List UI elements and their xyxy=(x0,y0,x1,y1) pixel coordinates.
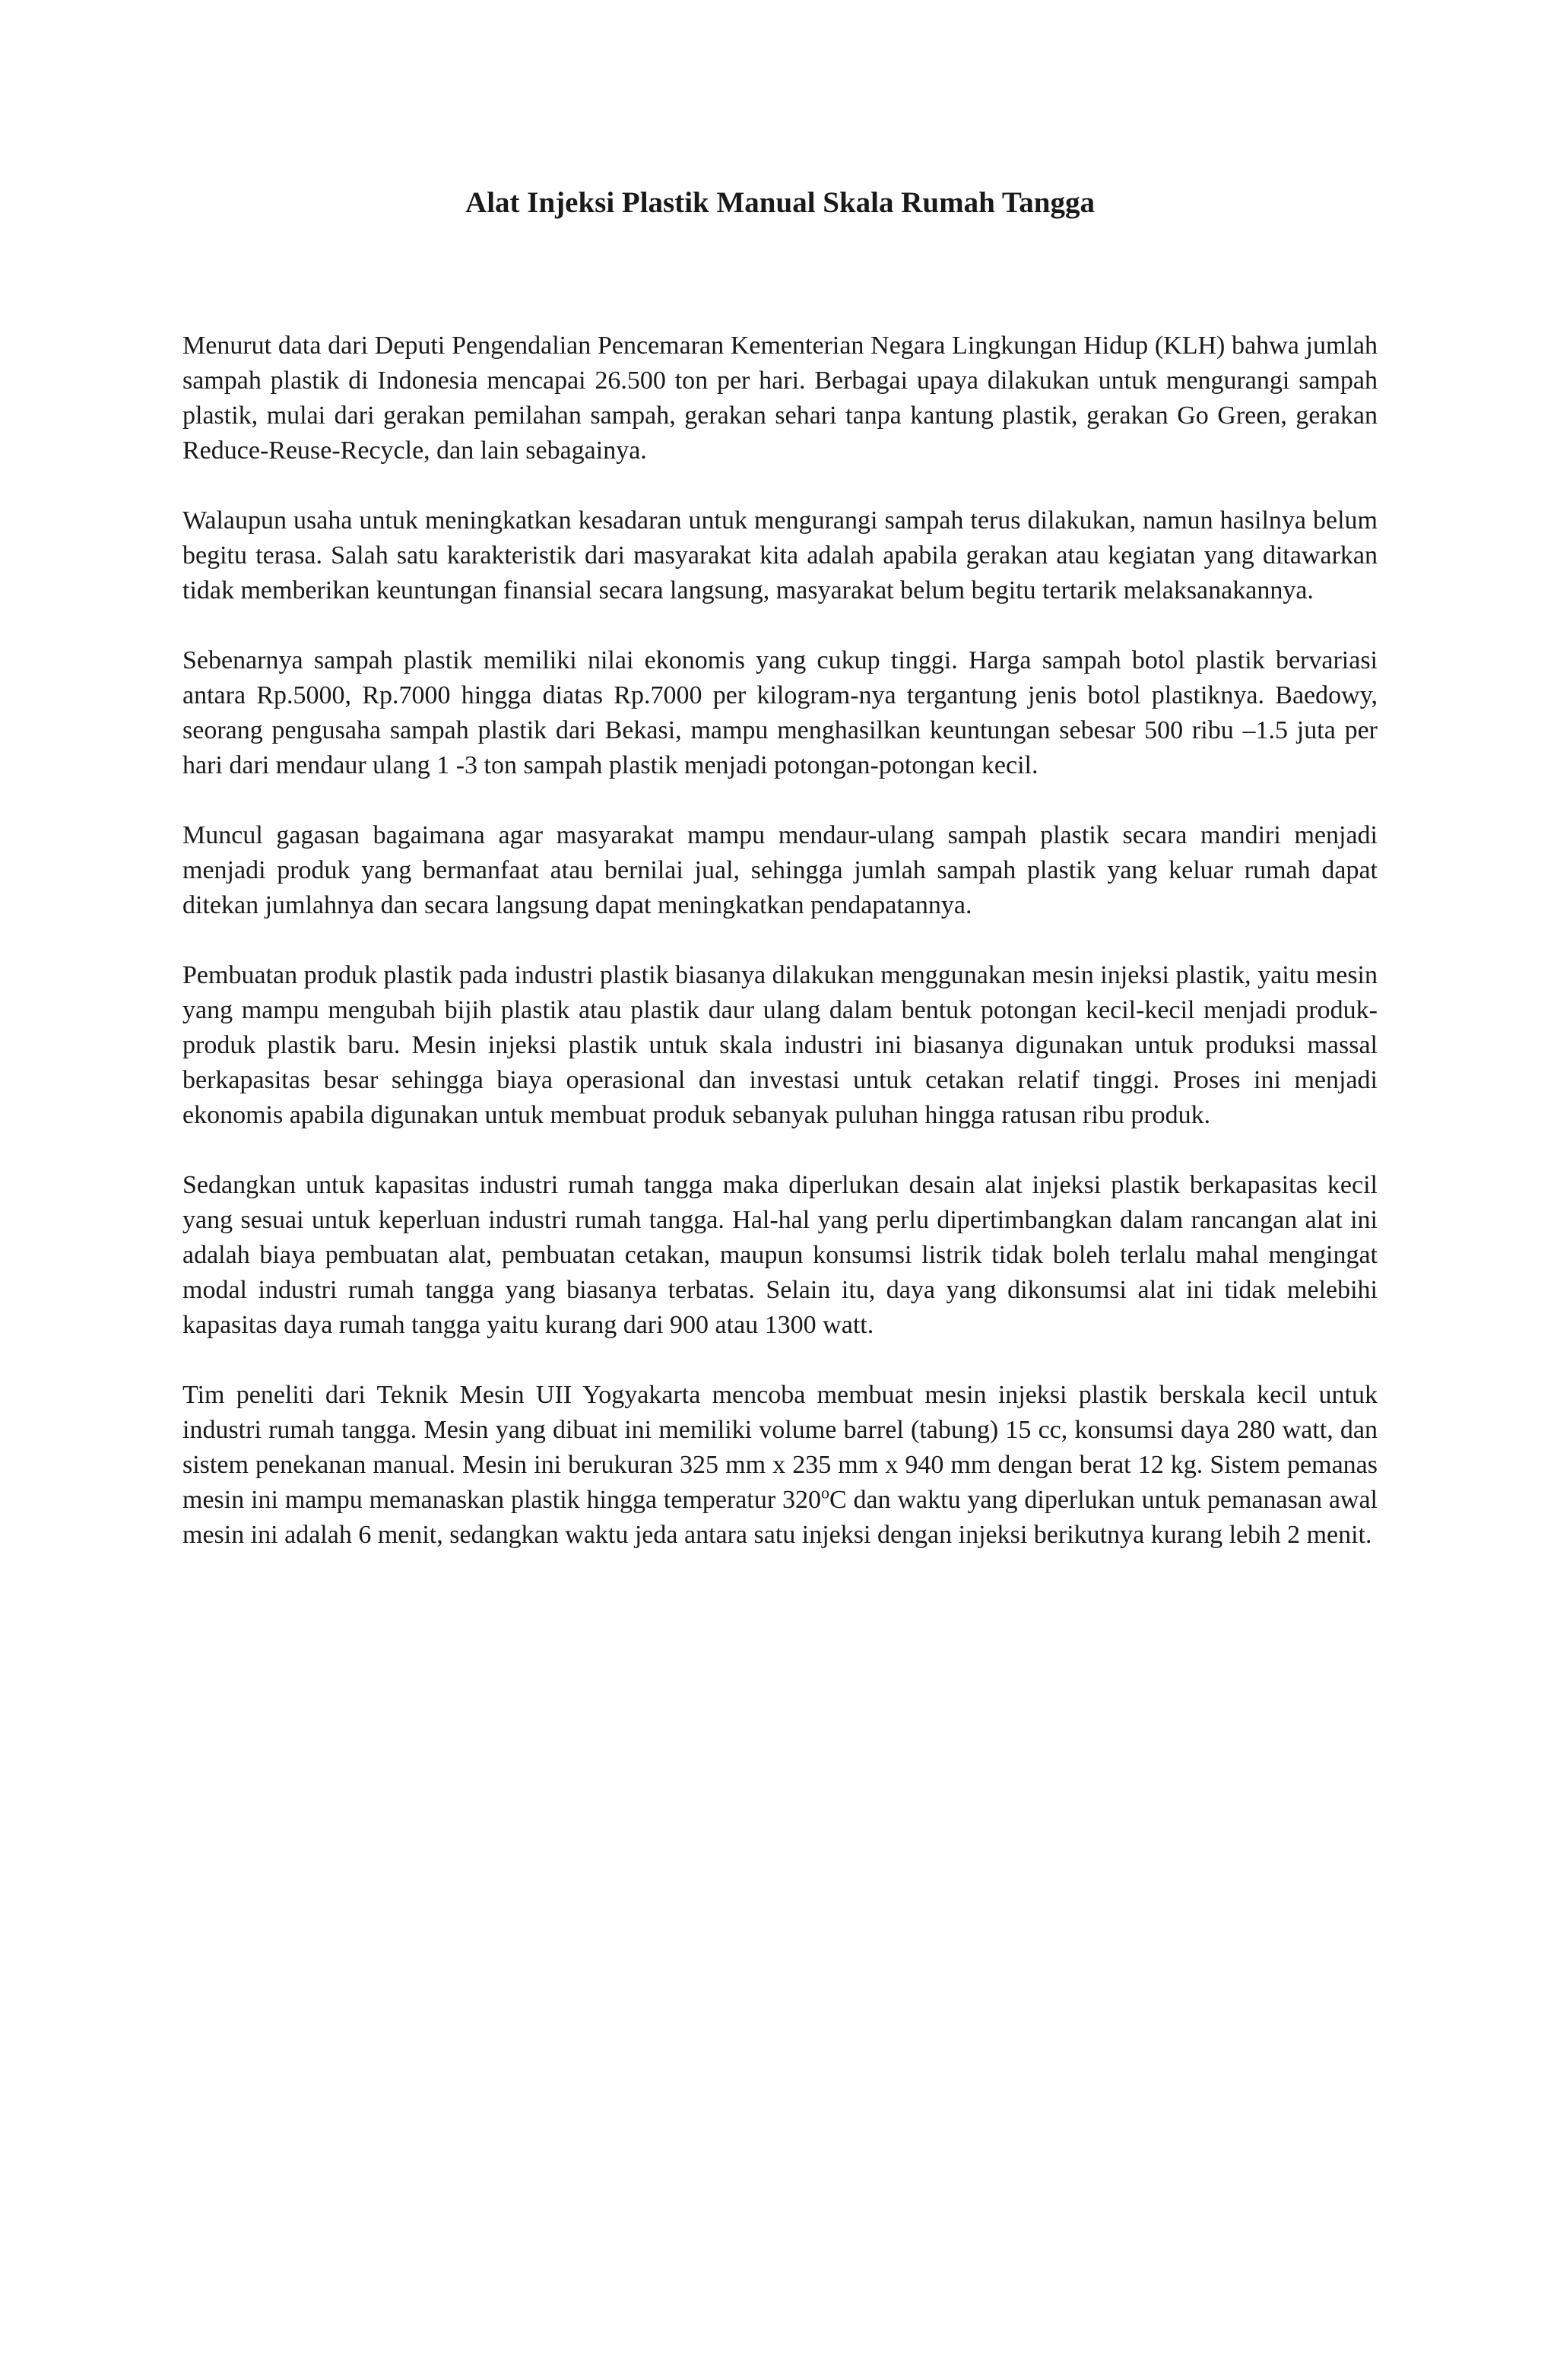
document-title: Alat Injeksi Plastik Manual Skala Rumah Tangga xyxy=(465,186,1095,219)
degree-superscript: o xyxy=(821,1483,830,1503)
document-body xyxy=(182,328,1378,1553)
paragraph-7 xyxy=(182,1378,1378,1553)
paragraph-7-text-after: C dan waktu yang diperlukan untuk pemanasan awal mesin ini adalah 6 menit, sedangkan waktu jeda antara satu injeksi dengan injeksi berikutnya kurang lebih 2 menit. xyxy=(182,1486,1378,1549)
paragraph-7-text-before: Tim peneliti dari Teknik Mesin UII Yogyakarta mencoba membuat mesin injeksi plastik berskala kecil untuk industri rumah tangga. Mesin yang dibuat ini memiliki volume barrel (tabung) 15 cc, konsumsi daya 280 watt, dan sistem penekanan manual. Mesin ini berukuran 325 mm x 235 mm x 940 mm dengan berat 12 kg. Sistem pemanas mesin ini mampu memanaskan plastik hingga temperatur 320 xyxy=(182,1381,1378,1514)
paragraph-1: Menurut data dari Deputi Pengendalian Pencemaran Kementerian Negara Lingkungan Hidup (KLH) bahwa jumlah sampah plastik di Indonesia mencapai 26.500 ton per hari. Berbagai upaya dilakukan untuk mengurangi sampah plastik, mulai dari gerakan pemilahan sampah, gerakan sehari tanpa kantung plastik, gerakan Go Green, gerakan Reduce-Reuse-Recycle, dan lain sebagainya. xyxy=(182,332,1378,465)
paragraph-5: Pembuatan produk plastik pada industri plastik biasanya dilakukan menggunakan mesin injeksi plastik, yaitu mesin yang mampu mengubah bijih plastik atau plastik daur ulang dalam bentuk potongan kecil-kecil menjadi produk-produk plastik baru. Mesin injeksi plastik untuk skala industri ini biasanya digunakan untuk produksi massal berkapasitas besar sehingga biaya operasional dan investasi untuk cetakan relatif tinggi. Proses ini menjadi ekonomis apabila digunakan untuk membuat produk sebanyak puluhan hingga ratusan ribu produk. xyxy=(182,961,1378,1129)
paragraph-4: Muncul gagasan bagaimana agar masyarakat mampu mendaur-ulang sampah plastik secara mandiri menjadi menjadi produk yang bermanfaat atau bernilai jual, sehingga jumlah sampah plastik yang keluar rumah dapat ditekan jumlahnya dan secara langsung dapat meningkatkan pendapatannya. xyxy=(182,821,1378,919)
paragraph-2: Walaupun usaha untuk meningkatkan kesadaran untuk mengurangi sampah terus dilakukan, namun hasilnya belum begitu terasa. Salah satu karakteristik dari masyarakat kita adalah apabila gerakan atau kegiatan yang ditawarkan tidak memberikan keuntungan finansial secara langsung, masyarakat belum begitu tertarik melaksanakannya. xyxy=(182,506,1378,605)
paragraph-6: Sedangkan untuk kapasitas industri rumah tangga maka diperlukan desain alat injeksi plastik berkapasitas kecil yang sesuai untuk keperluan industri rumah tangga. Hal-hal yang perlu dipertimbangkan dalam rancangan alat ini adalah biaya pembuatan alat, pembuatan cetakan, maupun konsumsi listrik tidak boleh terlalu mahal mengingat modal industri rumah tangga yang biasanya terbatas. Selain itu, daya yang dikonsumsi alat ini tidak melebihi kapasitas daya rumah tangga yaitu kurang dari 900 atau 1300 watt. xyxy=(182,1171,1378,1339)
paragraph-3: Sebenarnya sampah plastik memiliki nilai ekonomis yang cukup tinggi. Harga sampah botol plastik bervariasi antara Rp.5000, Rp.7000 hingga diatas Rp.7000 per kilogram-nya tergantung jenis botol plastiknya. Baedowy, seorang pengusaha sampah plastik dari Bekasi, mampu menghasilkan keuntungan sebesar 500 ribu –1.5 juta per hari dari mendaur ulang 1 -3 ton sampah plastik menjadi potongan-potongan kecil. xyxy=(182,646,1378,779)
